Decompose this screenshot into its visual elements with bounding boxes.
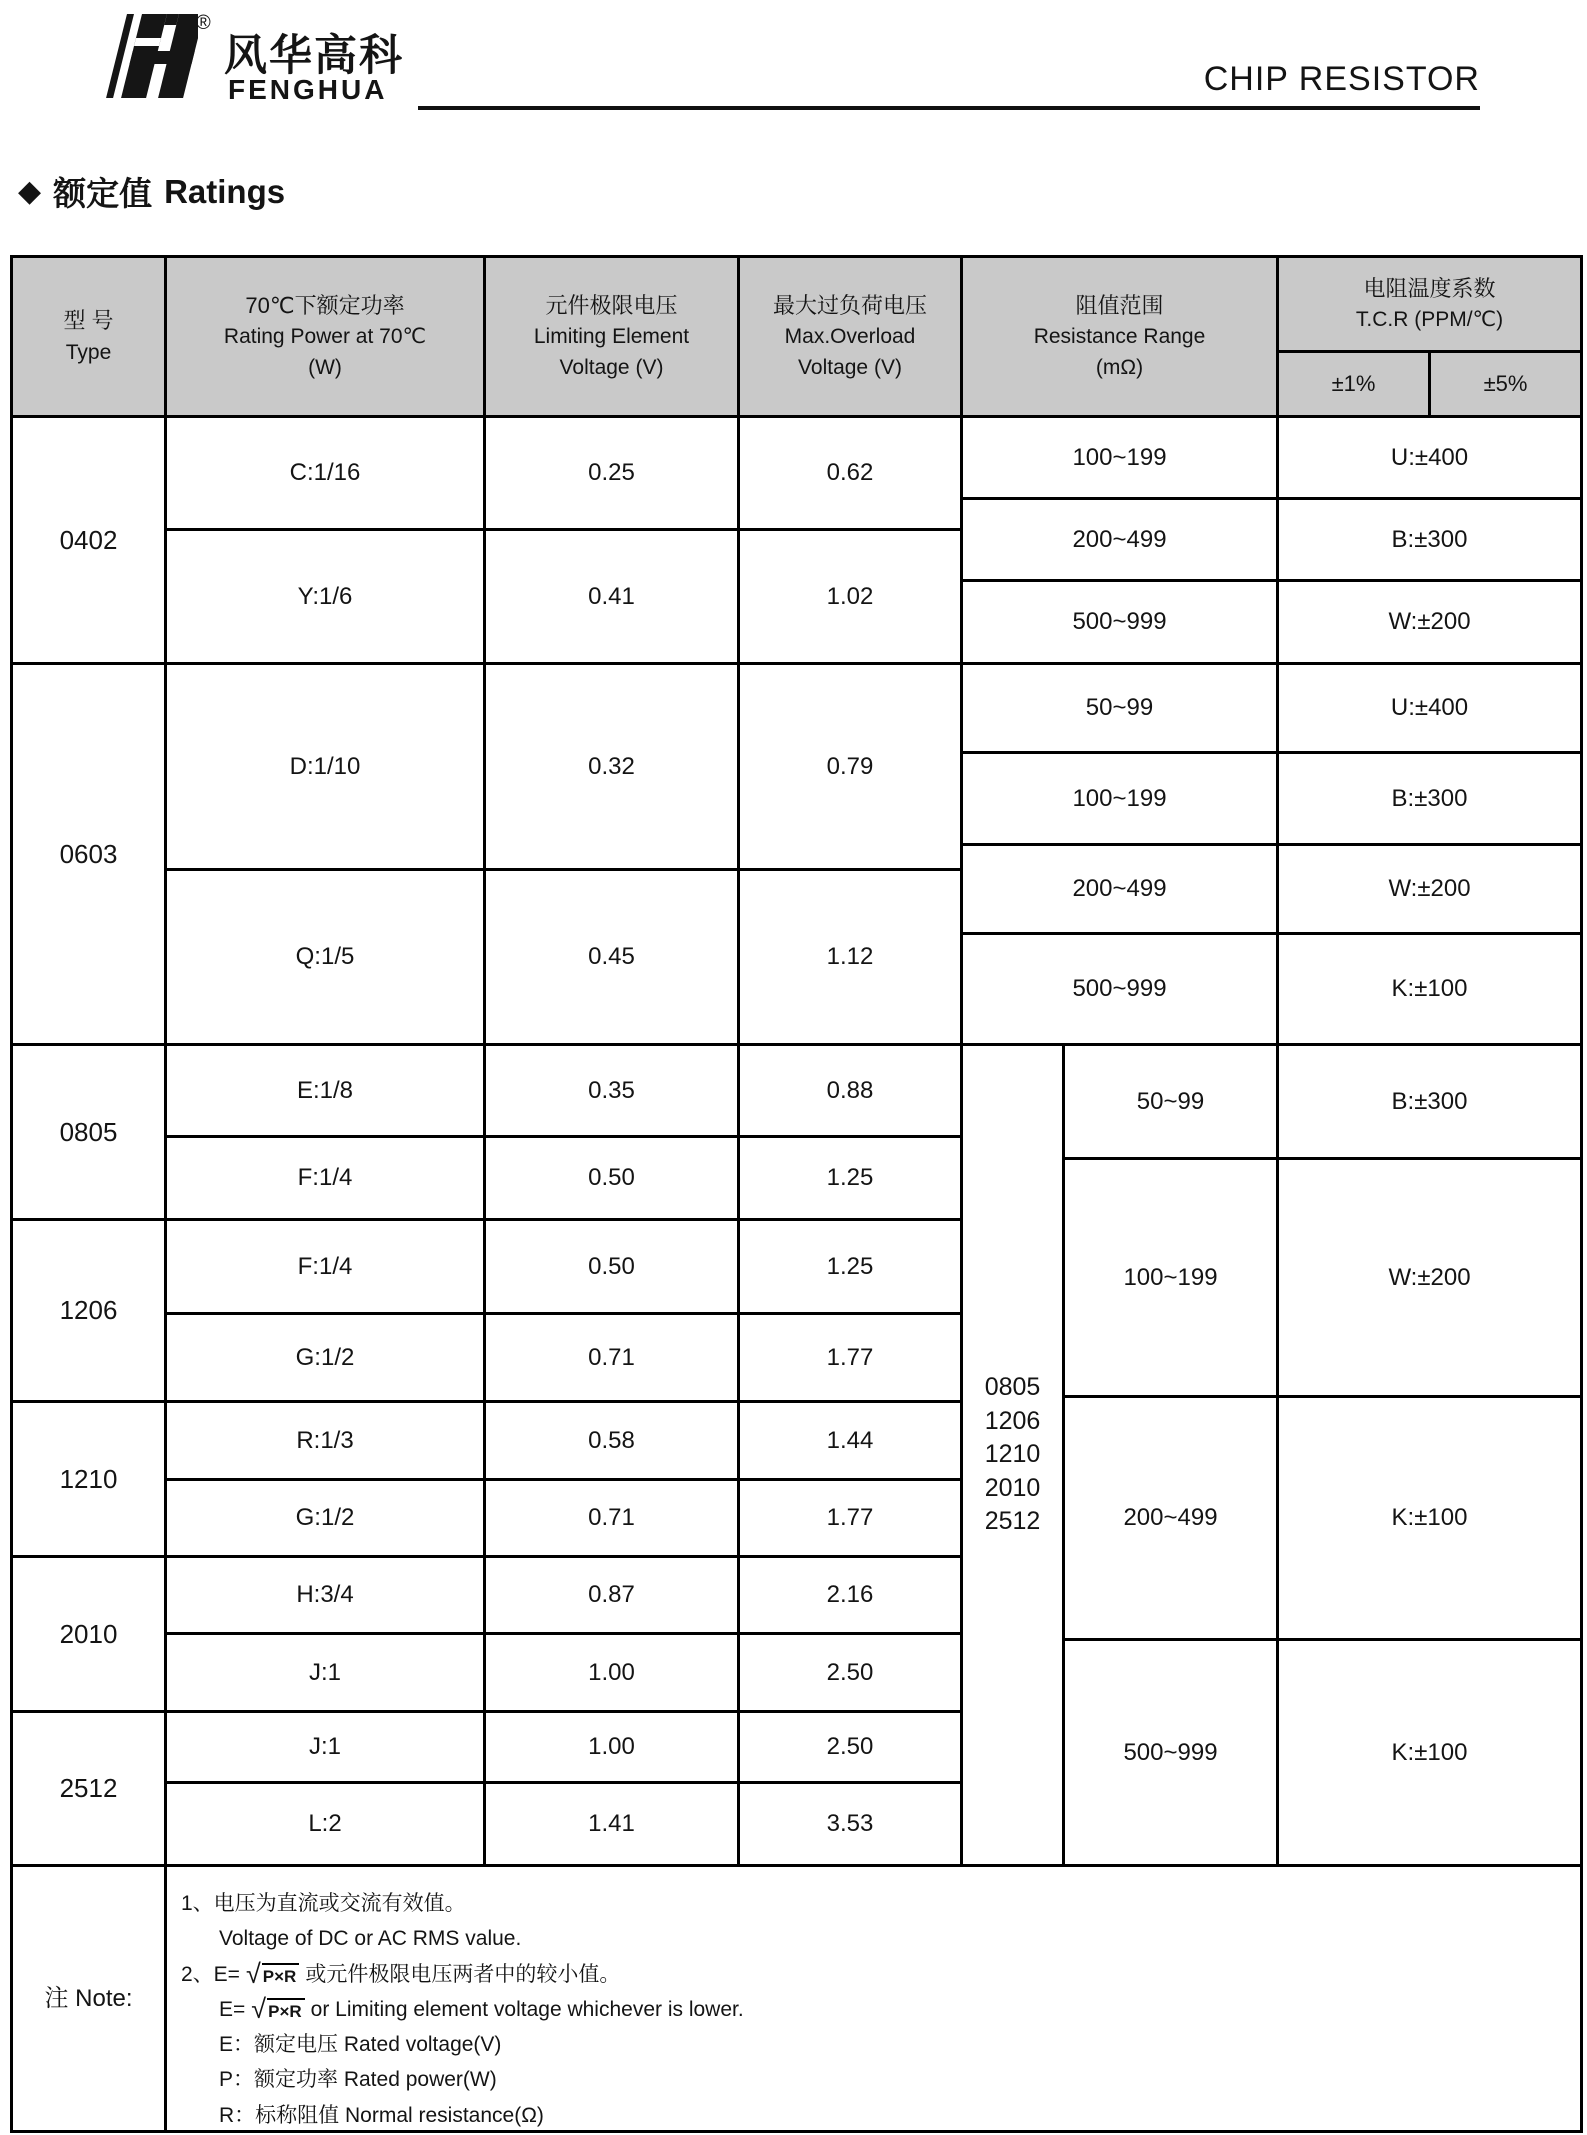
cell-0805-power-1: E:1/8 (164, 1043, 486, 1138)
cell-type-0603: 0603 (10, 662, 167, 1046)
sqrt-icon: √ (251, 1994, 267, 2025)
cell-lower-tcr-3: K:±100 (1276, 1395, 1583, 1641)
cell-type-2010: 2010 (10, 1555, 167, 1713)
cell-2512-power-1: J:1 (164, 1710, 486, 1784)
cell-2010-limitv-2: 1.00 (483, 1632, 740, 1713)
registered-trademark-icon: ® (196, 12, 211, 34)
cell-0402-range-3: 500~999 (960, 579, 1279, 665)
cell-0402-power-2: Y:1/6 (164, 528, 486, 665)
sqrt-argument: P×R (267, 1998, 305, 2022)
cell-lower-sizes-list (960, 1043, 1065, 1867)
cell-0402-tcr-2: B:±300 (1276, 497, 1583, 582)
brand-name-en: FENGHUA (228, 74, 388, 105)
section-title-en: Ratings (164, 172, 286, 210)
cell-type-1206: 1206 (10, 1218, 167, 1403)
cell-0402-overv-2: 1.02 (737, 528, 963, 665)
cell-0402-limitv-2: 0.41 (483, 528, 740, 665)
section-title (18, 168, 285, 215)
cell-type-2512: 2512 (10, 1710, 167, 1867)
cell-0603-limitv-1: 0.32 (483, 662, 740, 871)
cell-0603-range-1: 50~99 (960, 662, 1279, 754)
sizes-item-2512: 2512 (984, 1507, 1041, 1536)
cell-0603-overv-1: 0.79 (737, 662, 963, 871)
header-rating-power (164, 255, 486, 418)
cell-0603-tcr-2: B:±300 (1276, 751, 1583, 846)
cell-lower-tcr-4: K:±100 (1276, 1638, 1583, 1867)
cell-1210-overv-1: 1.44 (737, 1400, 963, 1481)
note-line-p: P：额定功率 Rated power(W) (219, 2068, 497, 2092)
note-body (164, 1864, 1583, 2133)
cell-lower-range-4: 500~999 (1062, 1638, 1279, 1867)
cell-0402-tcr-1: U:±400 (1276, 415, 1583, 500)
cell-0603-limitv-2: 0.45 (483, 868, 740, 1046)
cell-1210-overv-2: 1.77 (737, 1478, 963, 1558)
cell-1206-power-2: G:1/2 (164, 1312, 486, 1403)
cell-0603-range-3: 200~499 (960, 843, 1279, 935)
sqrt-icon: √ (245, 1958, 261, 1989)
cell-0805-limitv-1: 0.35 (483, 1043, 740, 1138)
cell-2512-limitv-1: 1.00 (483, 1710, 740, 1784)
header-tcr-1pct: ±1% (1276, 350, 1431, 418)
cell-2010-power-1: H:3/4 (164, 1555, 486, 1635)
header-tcr (1276, 255, 1583, 353)
note-line-2-suffix: 或元件极限电压两者中的较小值。 (305, 1962, 621, 1986)
cell-0402-limitv-1: 0.25 (483, 415, 740, 531)
cell-2010-limitv-1: 0.87 (483, 1555, 740, 1635)
cell-2512-overv-2: 3.53 (737, 1781, 963, 1867)
sizes-item-0805: 0805 (984, 1373, 1041, 1402)
header-power-unit: (W) (308, 356, 342, 380)
note-line-1-en: Voltage of DC or AC RMS value. (219, 1927, 522, 1951)
note-line-2-cn (181, 1958, 621, 1989)
header-over-cn: 最大过负荷电压 (772, 292, 927, 318)
cell-1210-power-1: R:1/3 (164, 1400, 486, 1481)
cell-0402-power-1: C:1/16 (164, 415, 486, 531)
cell-type-0805: 0805 (10, 1043, 167, 1221)
cell-lower-range-3: 200~499 (1062, 1395, 1279, 1641)
cell-0603-range-2: 100~199 (960, 751, 1279, 846)
cell-lower-range-1: 50~99 (1062, 1043, 1279, 1160)
document-title: CHIP RESISTOR (1203, 60, 1480, 98)
cell-1206-overv-2: 1.77 (737, 1312, 963, 1403)
header-resistance-range (960, 255, 1279, 418)
header-over-en1: Max.Overload (784, 325, 916, 348)
header-tcr-cn: 电阻温度系数 (1363, 275, 1496, 301)
cell-2512-overv-1: 2.50 (737, 1710, 963, 1784)
header-power-en: Rating Power at 70℃ (223, 325, 427, 348)
header-type-cn: 型 号 (63, 308, 114, 334)
header-tcr-en: T.C.R (PPM/℃) (1355, 308, 1504, 332)
header-over-en2: Voltage (V) (798, 356, 902, 380)
cell-1206-power-1: F:1/4 (164, 1218, 486, 1315)
cell-0805-power-2: F:1/4 (164, 1135, 486, 1221)
cell-2010-power-2: J:1 (164, 1632, 486, 1713)
cell-2512-power-2: L:2 (164, 1781, 486, 1867)
cell-0402-range-2: 200~499 (960, 497, 1279, 582)
sizes-item-2010: 2010 (984, 1473, 1041, 1502)
brand-name-cn: 风华高科 (224, 32, 404, 80)
header-power-cn: 70℃下额定功率 (245, 292, 405, 318)
section-title-cn: 额定值 (53, 175, 153, 212)
cell-0603-power-1: D:1/10 (164, 662, 486, 871)
note-line-r: R：标称阻值 Normal resistance(Ω) (219, 2103, 544, 2127)
header-rule (418, 106, 1480, 110)
note-line-1-cn: 1、电压为直流或交流有效值。 (181, 1892, 466, 1915)
cell-2010-overv-1: 2.16 (737, 1555, 963, 1635)
note-line-2-en-prefix: E= (219, 1997, 246, 2021)
header-tcr-5pct: ±5% (1428, 350, 1583, 418)
cell-2010-overv-2: 2.50 (737, 1632, 963, 1713)
cell-0603-overv-2: 1.12 (737, 868, 963, 1046)
header-limit-cn: 元件极限电压 (545, 292, 678, 318)
header-type-en: Type (65, 340, 112, 364)
cell-0603-power-2: Q:1/5 (164, 868, 486, 1046)
header-type (10, 255, 167, 418)
fenghua-logo-icon (78, 10, 198, 100)
header-overload-voltage (737, 255, 963, 418)
cell-0603-tcr-4: K:±100 (1276, 932, 1583, 1046)
cell-2512-limitv-2: 1.41 (483, 1781, 740, 1867)
cell-0805-overv-1: 0.88 (737, 1043, 963, 1138)
cell-0402-tcr-3: W:±200 (1276, 579, 1583, 665)
header-range-cn: 阻值范围 (1075, 292, 1164, 318)
header-range-unit: (mΩ) (1095, 356, 1144, 380)
cell-0805-overv-2: 1.25 (737, 1135, 963, 1221)
cell-lower-tcr-1: B:±300 (1276, 1043, 1583, 1160)
note-line-2-prefix: 2、E= (181, 1962, 240, 1986)
cell-1206-limitv-2: 0.71 (483, 1312, 740, 1403)
cell-0402-range-1: 100~199 (960, 415, 1279, 500)
cell-0603-tcr-1: U:±400 (1276, 662, 1583, 754)
cell-lower-tcr-2: W:±200 (1276, 1157, 1583, 1398)
header-limit-en1: Limiting Element (533, 325, 690, 348)
cell-0402-overv-1: 0.62 (737, 415, 963, 531)
sqrt-argument: P×R (262, 1963, 300, 1987)
cell-1210-limitv-2: 0.71 (483, 1478, 740, 1558)
cell-lower-range-2: 100~199 (1062, 1157, 1279, 1398)
cell-1206-overv-1: 1.25 (737, 1218, 963, 1315)
sizes-item-1210: 1210 (984, 1440, 1041, 1469)
cell-0603-range-4: 500~999 (960, 932, 1279, 1046)
header-limit-en2: Voltage (V) (559, 356, 664, 380)
note-label: 注 Note: (10, 1864, 167, 2133)
cell-type-1210: 1210 (10, 1400, 167, 1558)
cell-type-0402: 0402 (10, 415, 167, 665)
cell-1210-power-2: G:1/2 (164, 1478, 486, 1558)
header-range-en: Resistance Range (1033, 325, 1206, 348)
note-line-e: E：额定电压 Rated voltage(V) (219, 2033, 502, 2056)
cell-1210-limitv-1: 0.58 (483, 1400, 740, 1481)
cell-1206-limitv-1: 0.50 (483, 1218, 740, 1315)
cell-0805-limitv-2: 0.50 (483, 1135, 740, 1221)
cell-0603-tcr-3: W:±200 (1276, 843, 1583, 935)
header-limiting-voltage (483, 255, 740, 418)
note-line-2-en-suffix: or Limiting element voltage whichever is lower. (310, 1997, 744, 2021)
diamond-bullet-icon: ◆ (18, 174, 42, 208)
note-line-2-en (181, 1994, 744, 2025)
sizes-item-1206: 1206 (984, 1406, 1041, 1435)
